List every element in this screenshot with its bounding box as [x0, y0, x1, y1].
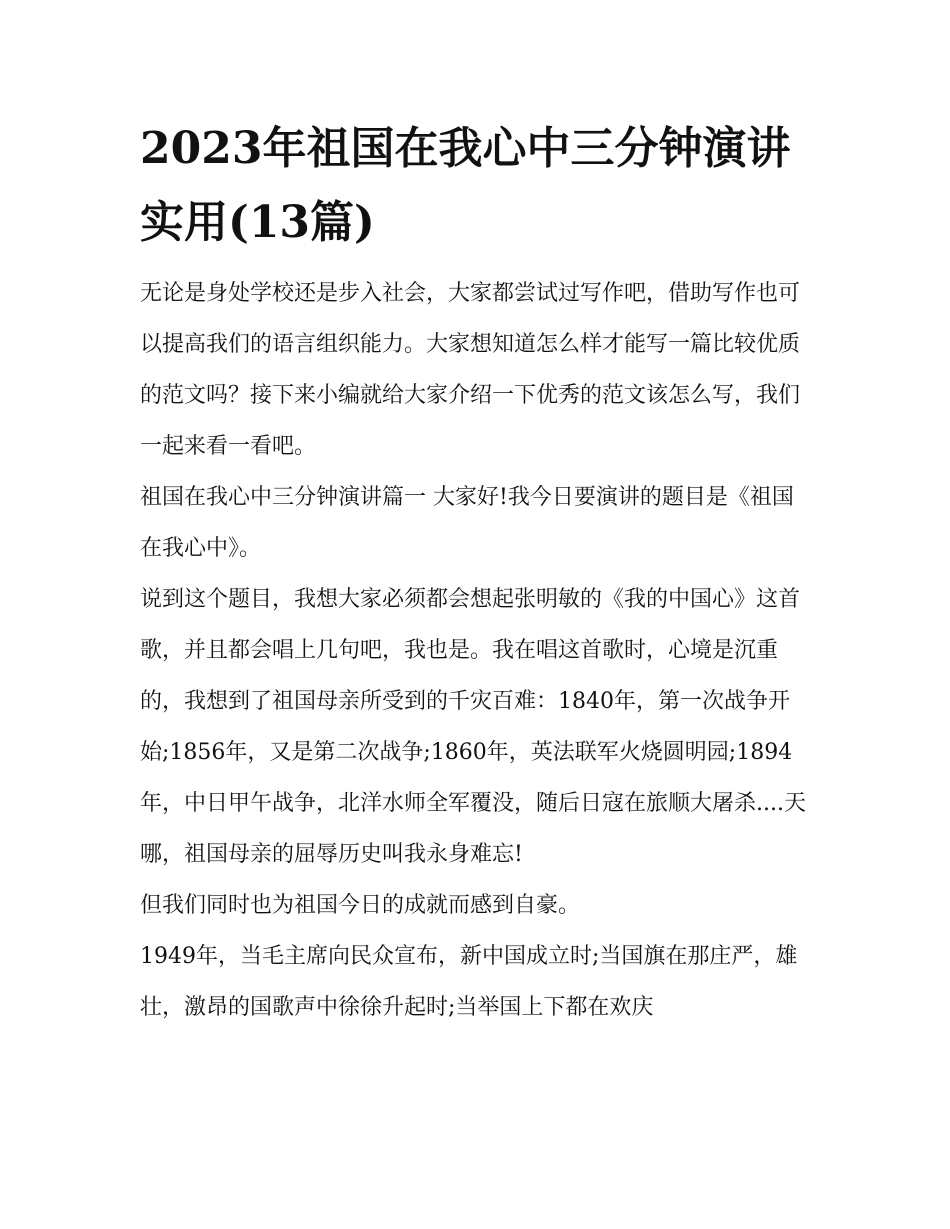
paragraph-1949: 1949年，当毛主席向民众宣布，新中国成立时;当国旗在那庄严，雄壮，激昂的国歌声中徐徐升起时;当举国上下都在欢庆 — [140, 944, 798, 1020]
document-title: 2023年祖国在我心中三分钟演讲实用(13篇) — [140, 123, 791, 248]
paragraph-pride: 但我们同时也为祖国今日的成就而感到自豪。 — [140, 893, 581, 918]
paragraph-intro: 无论是身处学校还是步入社会，大家都尝试过写作吧，借助写作也可以提高我们的语言组织能力。大家想知道怎么样才能写一篇比较优质的范文吗？接下来小编就给大家介绍一下优秀的范文该怎么写，我们一起来看一看吧。 — [140, 281, 801, 459]
paragraph-speech-opening: 祖国在我心中三分钟演讲篇一 大家好!我今日要演讲的题目是《祖国在我心中》。 — [140, 485, 794, 561]
document-body — [140, 112, 812, 1033]
paragraph-history: 说到这个题目，我想大家必须都会想起张明敏的《我的中国心》这首歌，并且都会唱上几句吧，我也是。我在唱这首歌时，心境是沉重的，我想到了祖国母亲所受到的千灾百难：1840年，第一次战争开始;1856年，又是第二次战争;1860年，英法联军火烧圆明园;1894年，中日甲午战争，北洋水师全军覆没，随后日寇在旅顺大屠杀....天哪，祖国母亲的屈辱历史叫我永身难忘! — [140, 587, 806, 867]
